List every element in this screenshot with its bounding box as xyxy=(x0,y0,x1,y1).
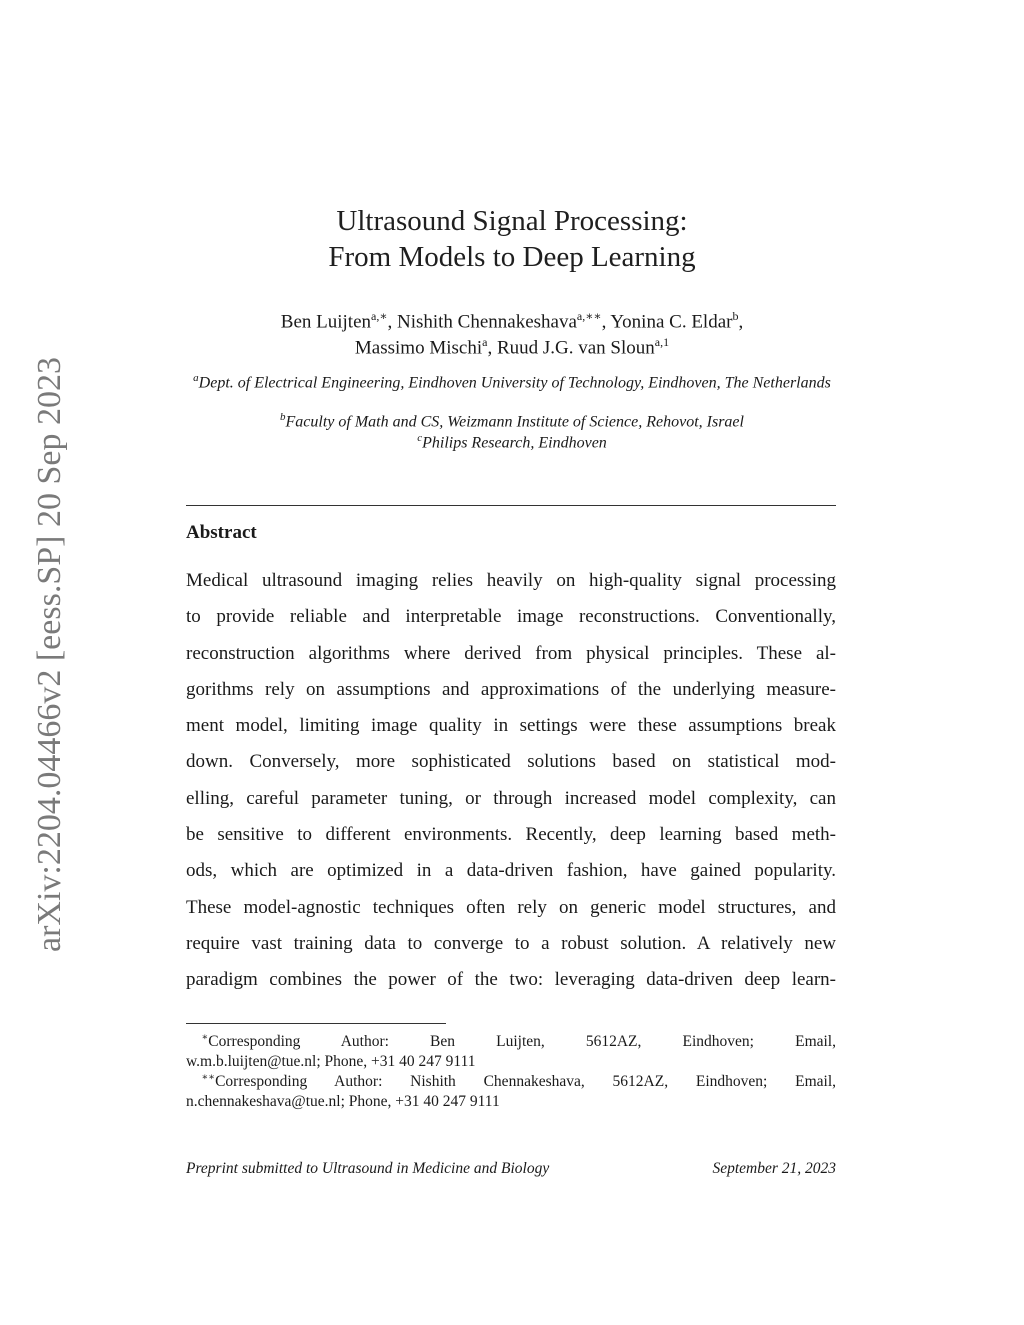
abstract-line: Medical ultrasound imaging relies heavily on high-quality signal processing xyxy=(186,570,836,591)
abstract-line: down. Conversely, more sophisticated solutions based on statistical mod- xyxy=(186,751,836,773)
abstract-line: reconstruction algorithms where derived from physical principles. These al- xyxy=(186,642,836,664)
arxiv-identifier-stamp: arXiv:2204.04466v2 [eess.SP] 20 Sep 2023 xyxy=(31,357,68,953)
author-name: Massimo Mischi xyxy=(354,337,483,359)
abstract-line: be sensitive to different environments. Recently, deep learning based meth- xyxy=(186,824,836,846)
footnote-line: w.m.b.luijten@tue.nl; Phone, +31 40 247 9111 xyxy=(186,1053,476,1071)
affiliation-marker: b xyxy=(280,411,286,423)
footnote-line: ∗Corresponding Author: Ben Luijten, 5612AZ, Eindhoven; Email, xyxy=(201,1032,836,1051)
affiliation-marker: a xyxy=(193,372,199,384)
paper-title-line-2: From Models to Deep Learning xyxy=(328,241,696,273)
footnote-marker: ∗∗ xyxy=(201,1072,216,1083)
footnote-line: n.chennakeshava@tue.nl; Phone, +31 40 247 9111 xyxy=(186,1093,500,1111)
author-name: Ben Luijten xyxy=(280,311,371,333)
abstract-line: gorithms rely on assumptions and approximations of the underlying measure- xyxy=(186,678,836,700)
abstract-body xyxy=(186,563,836,999)
abstract-line: ods, which are optimized in a data-driven fashion, have gained popularity. xyxy=(186,860,836,882)
author-affiliation-marker: a xyxy=(482,335,488,349)
author-name: Ruud J.G. van Sloun xyxy=(496,337,655,359)
abstract-line: require vast training data to converge to a robust solution. A relatively new xyxy=(186,932,836,954)
author-separator: , xyxy=(387,311,397,333)
affiliation-text: Dept. of Electrical Engineering, Eindhoven University of Technology, Eindhoven, The Netherlands xyxy=(198,374,831,392)
footnote-rule xyxy=(186,1023,446,1024)
footnote-corresponding-author-2 xyxy=(186,1068,836,1112)
author-name: Nishith Chennakeshava xyxy=(396,311,577,333)
abstract-top-rule xyxy=(186,505,836,506)
abstract-line: paradigm combines the power of the two: leveraging data-driven deep learn- xyxy=(186,969,836,991)
affiliation-a xyxy=(186,368,838,393)
affiliation-text: Philips Research, Eindhoven xyxy=(422,434,607,452)
footnote-marker: ∗ xyxy=(201,1032,209,1043)
abstract-heading: Abstract xyxy=(186,522,257,543)
footnote-corresponding-author-1 xyxy=(186,1028,836,1072)
footnote-line: ∗∗Corresponding Author: Nishith Chennakeshava, 5612AZ, Eindhoven; Email, xyxy=(201,1072,836,1091)
author-affiliation-marker: a,∗ xyxy=(371,309,388,323)
submission-date: September 21, 2023 xyxy=(712,1160,836,1177)
author-separator: , xyxy=(601,311,611,333)
affiliation-text: Faculty of Math and CS, Weizmann Institute of Science, Rehovot, Israel xyxy=(285,413,744,431)
author-affiliation-marker: a,∗∗ xyxy=(576,309,602,323)
author-affiliation-marker: b xyxy=(732,309,739,323)
abstract-line: ment model, limiting image quality in settings were these assumptions break xyxy=(186,715,836,737)
affiliation-c xyxy=(186,428,838,453)
author-separator: , xyxy=(487,337,497,359)
author-separator: , xyxy=(738,311,744,333)
affiliation-marker: c xyxy=(417,432,423,444)
author-affiliation-marker: a,1 xyxy=(654,335,670,349)
author-list-line-2 xyxy=(0,329,1024,361)
preprint-submission-note: Preprint submitted to Ultrasound in Medicine and Biology xyxy=(186,1160,550,1177)
paper-title-line-1: Ultrasound Signal Processing: xyxy=(336,205,688,237)
abstract-line: to provide reliable and interpretable image reconstructions. Conventionally, xyxy=(186,606,836,628)
author-name: Yonina C. Eldar xyxy=(610,311,733,333)
abstract-line: elling, careful parameter tuning, or through increased model complexity, can xyxy=(186,787,836,809)
abstract-line: These model-agnostic techniques often rely on generic model structures, and xyxy=(186,896,836,918)
